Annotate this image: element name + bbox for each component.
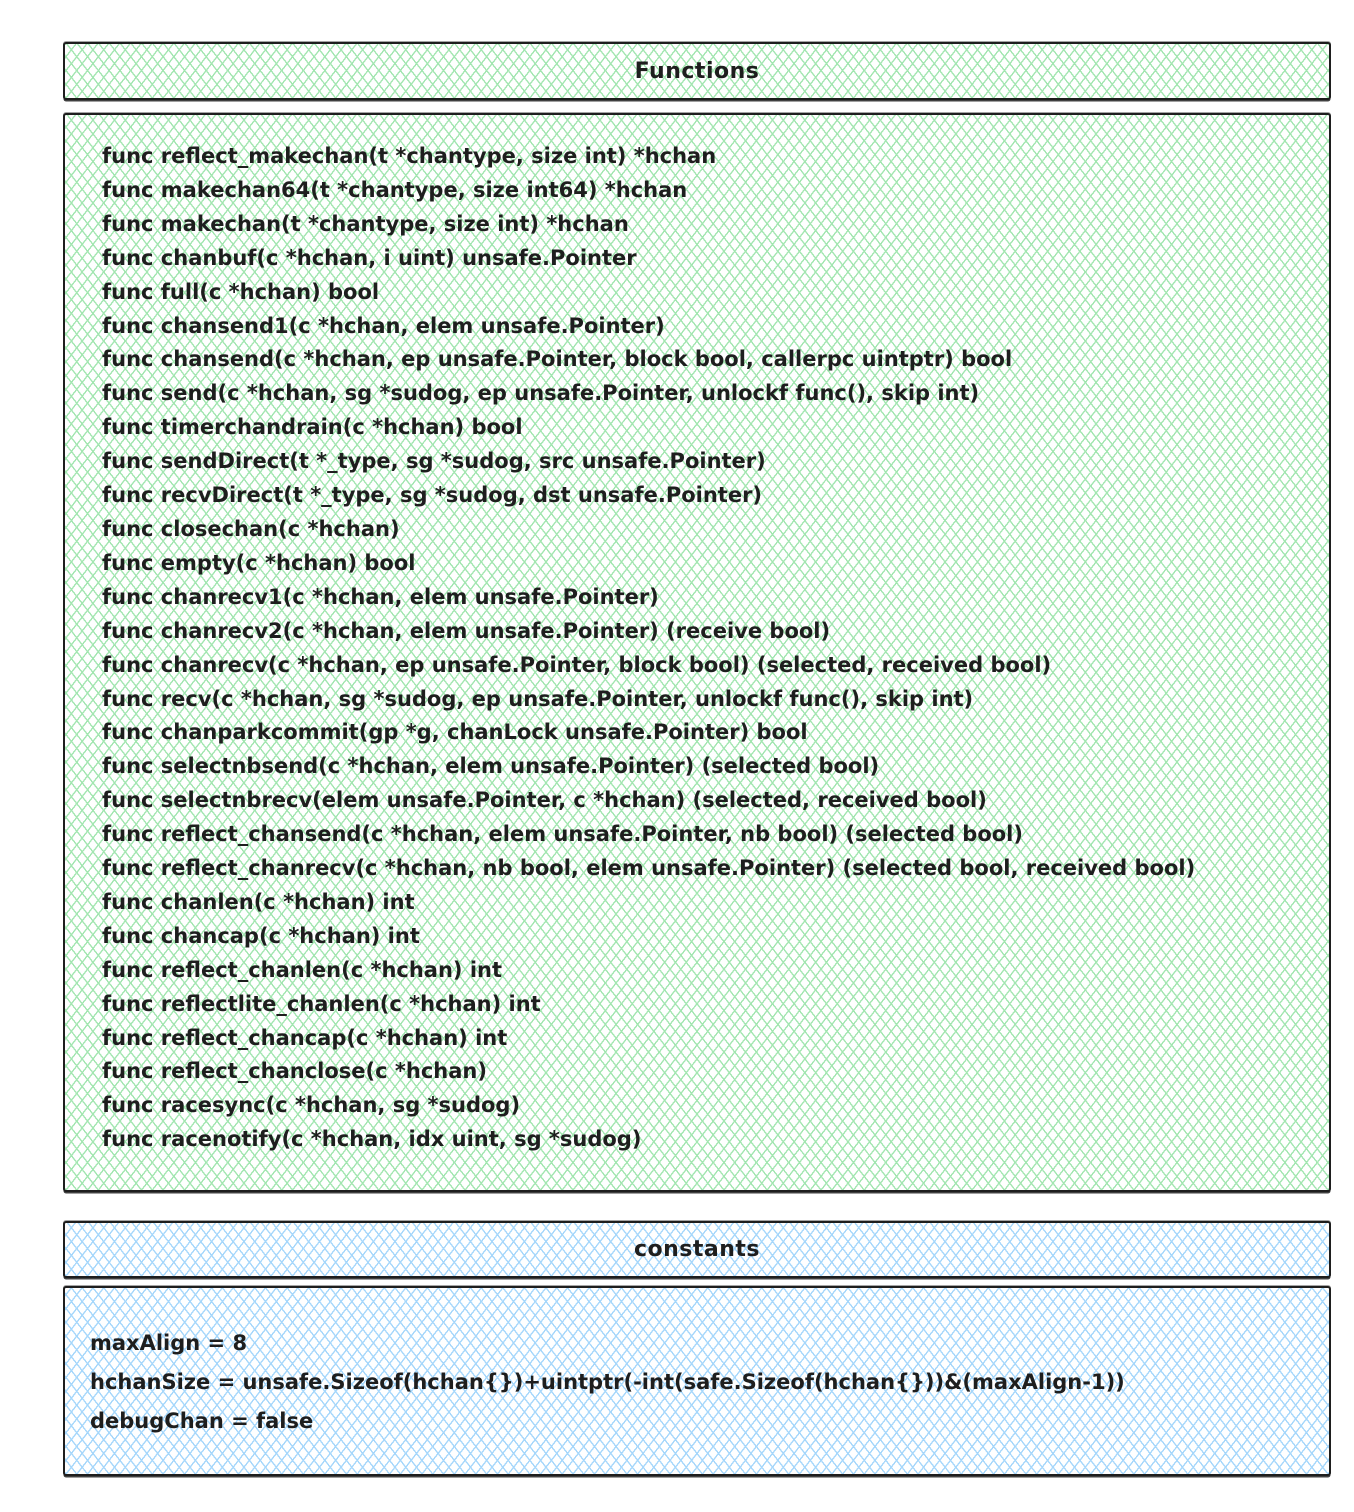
code-line: func recvDirect(t *_type, sg *sudog, dst unsafe.Pointer) [102, 483, 763, 508]
code-line: func send(c *hchan, sg *sudog, ep unsafe.Pointer, unlockf func(), skip int) [102, 381, 980, 406]
constants-list-box [63, 1286, 1331, 1476]
code-line: func reflect_chanrecv(c *hchan, nb bool, elem unsafe.Pointer) (selected bool, received bool) [102, 856, 1196, 881]
code-line: func makechan(t *chantype, size int) *hchan [102, 211, 629, 236]
code-line: func chancap(c *hchan) int [102, 923, 420, 948]
code-line: func racenotify(c *hchan, idx uint, sg *sudog) [102, 1127, 642, 1152]
code-line: func reflect_chanlen(c *hchan) int [102, 957, 503, 982]
functions-title: Functions [634, 58, 760, 84]
functions-list [102, 140, 1309, 1157]
code-line: func chanrecv2(c *hchan, elem unsafe.Pointer) (receive bool) [102, 618, 831, 643]
functions-header-box [63, 42, 1331, 100]
code-line: func reflectlite_chanlen(c *hchan) int [102, 991, 541, 1016]
code-line: func chanlen(c *hchan) int [102, 889, 415, 914]
constants-list [90, 1324, 1309, 1441]
code-line: func chansend(c *hchan, ep unsafe.Pointer, block bool, callerpc uintptr) bool [102, 347, 1013, 372]
code-line: func chanbuf(c *hchan, i uint) unsafe.Pointer [102, 245, 637, 270]
code-line: func full(c *hchan) bool [102, 279, 380, 304]
code-line: hchanSize = unsafe.Sizeof(hchan{})+uintptr(-int(safe.Sizeof(hchan{}))&(maxAlign-1)) [90, 1370, 1125, 1394]
code-line: func chanrecv(c *hchan, ep unsafe.Pointer, block bool) (selected, received bool) [102, 652, 1052, 677]
code-line: func chanparkcommit(gp *g, chanLock unsafe.Pointer) bool [102, 720, 808, 745]
code-line: func selectnbrecv(elem unsafe.Pointer, c *hchan) (selected, received bool) [102, 788, 987, 813]
code-line: func timerchandrain(c *hchan) bool [102, 415, 523, 440]
constants-header-box [63, 1221, 1331, 1278]
code-line: func makechan64(t *chantype, size int64) *hchan [102, 177, 688, 202]
functions-list-box [63, 113, 1331, 1192]
code-line: func reflect_chansend(c *hchan, elem unsafe.Pointer, nb bool) (selected bool) [102, 822, 1023, 847]
code-line: func reflect_makechan(t *chantype, size int) *hchan [102, 144, 717, 168]
code-line: maxAlign = 8 [90, 1331, 248, 1355]
code-line: func recv(c *hchan, sg *sudog, ep unsafe.Pointer, unlockf func(), skip int) [102, 686, 974, 711]
code-line: func chanrecv1(c *hchan, elem unsafe.Pointer) [102, 584, 659, 609]
code-line: func closechan(c *hchan) [102, 516, 400, 541]
code-line: debugChan = false [90, 1409, 314, 1433]
constants-title: constants [633, 1237, 761, 1262]
code-line: func reflect_chancap(c *hchan) int [102, 1025, 508, 1050]
code-line: func chansend1(c *hchan, elem unsafe.Pointer) [102, 313, 665, 338]
code-line: func racesync(c *hchan, sg *sudog) [102, 1093, 521, 1118]
code-line: func reflect_chanclose(c *hchan) [102, 1059, 487, 1084]
code-line: func sendDirect(t *_type, sg *sudog, src unsafe.Pointer) [102, 449, 766, 474]
code-line: func empty(c *hchan) bool [102, 550, 416, 575]
code-line: func selectnbsend(c *hchan, elem unsafe.Pointer) (selected bool) [102, 754, 880, 779]
